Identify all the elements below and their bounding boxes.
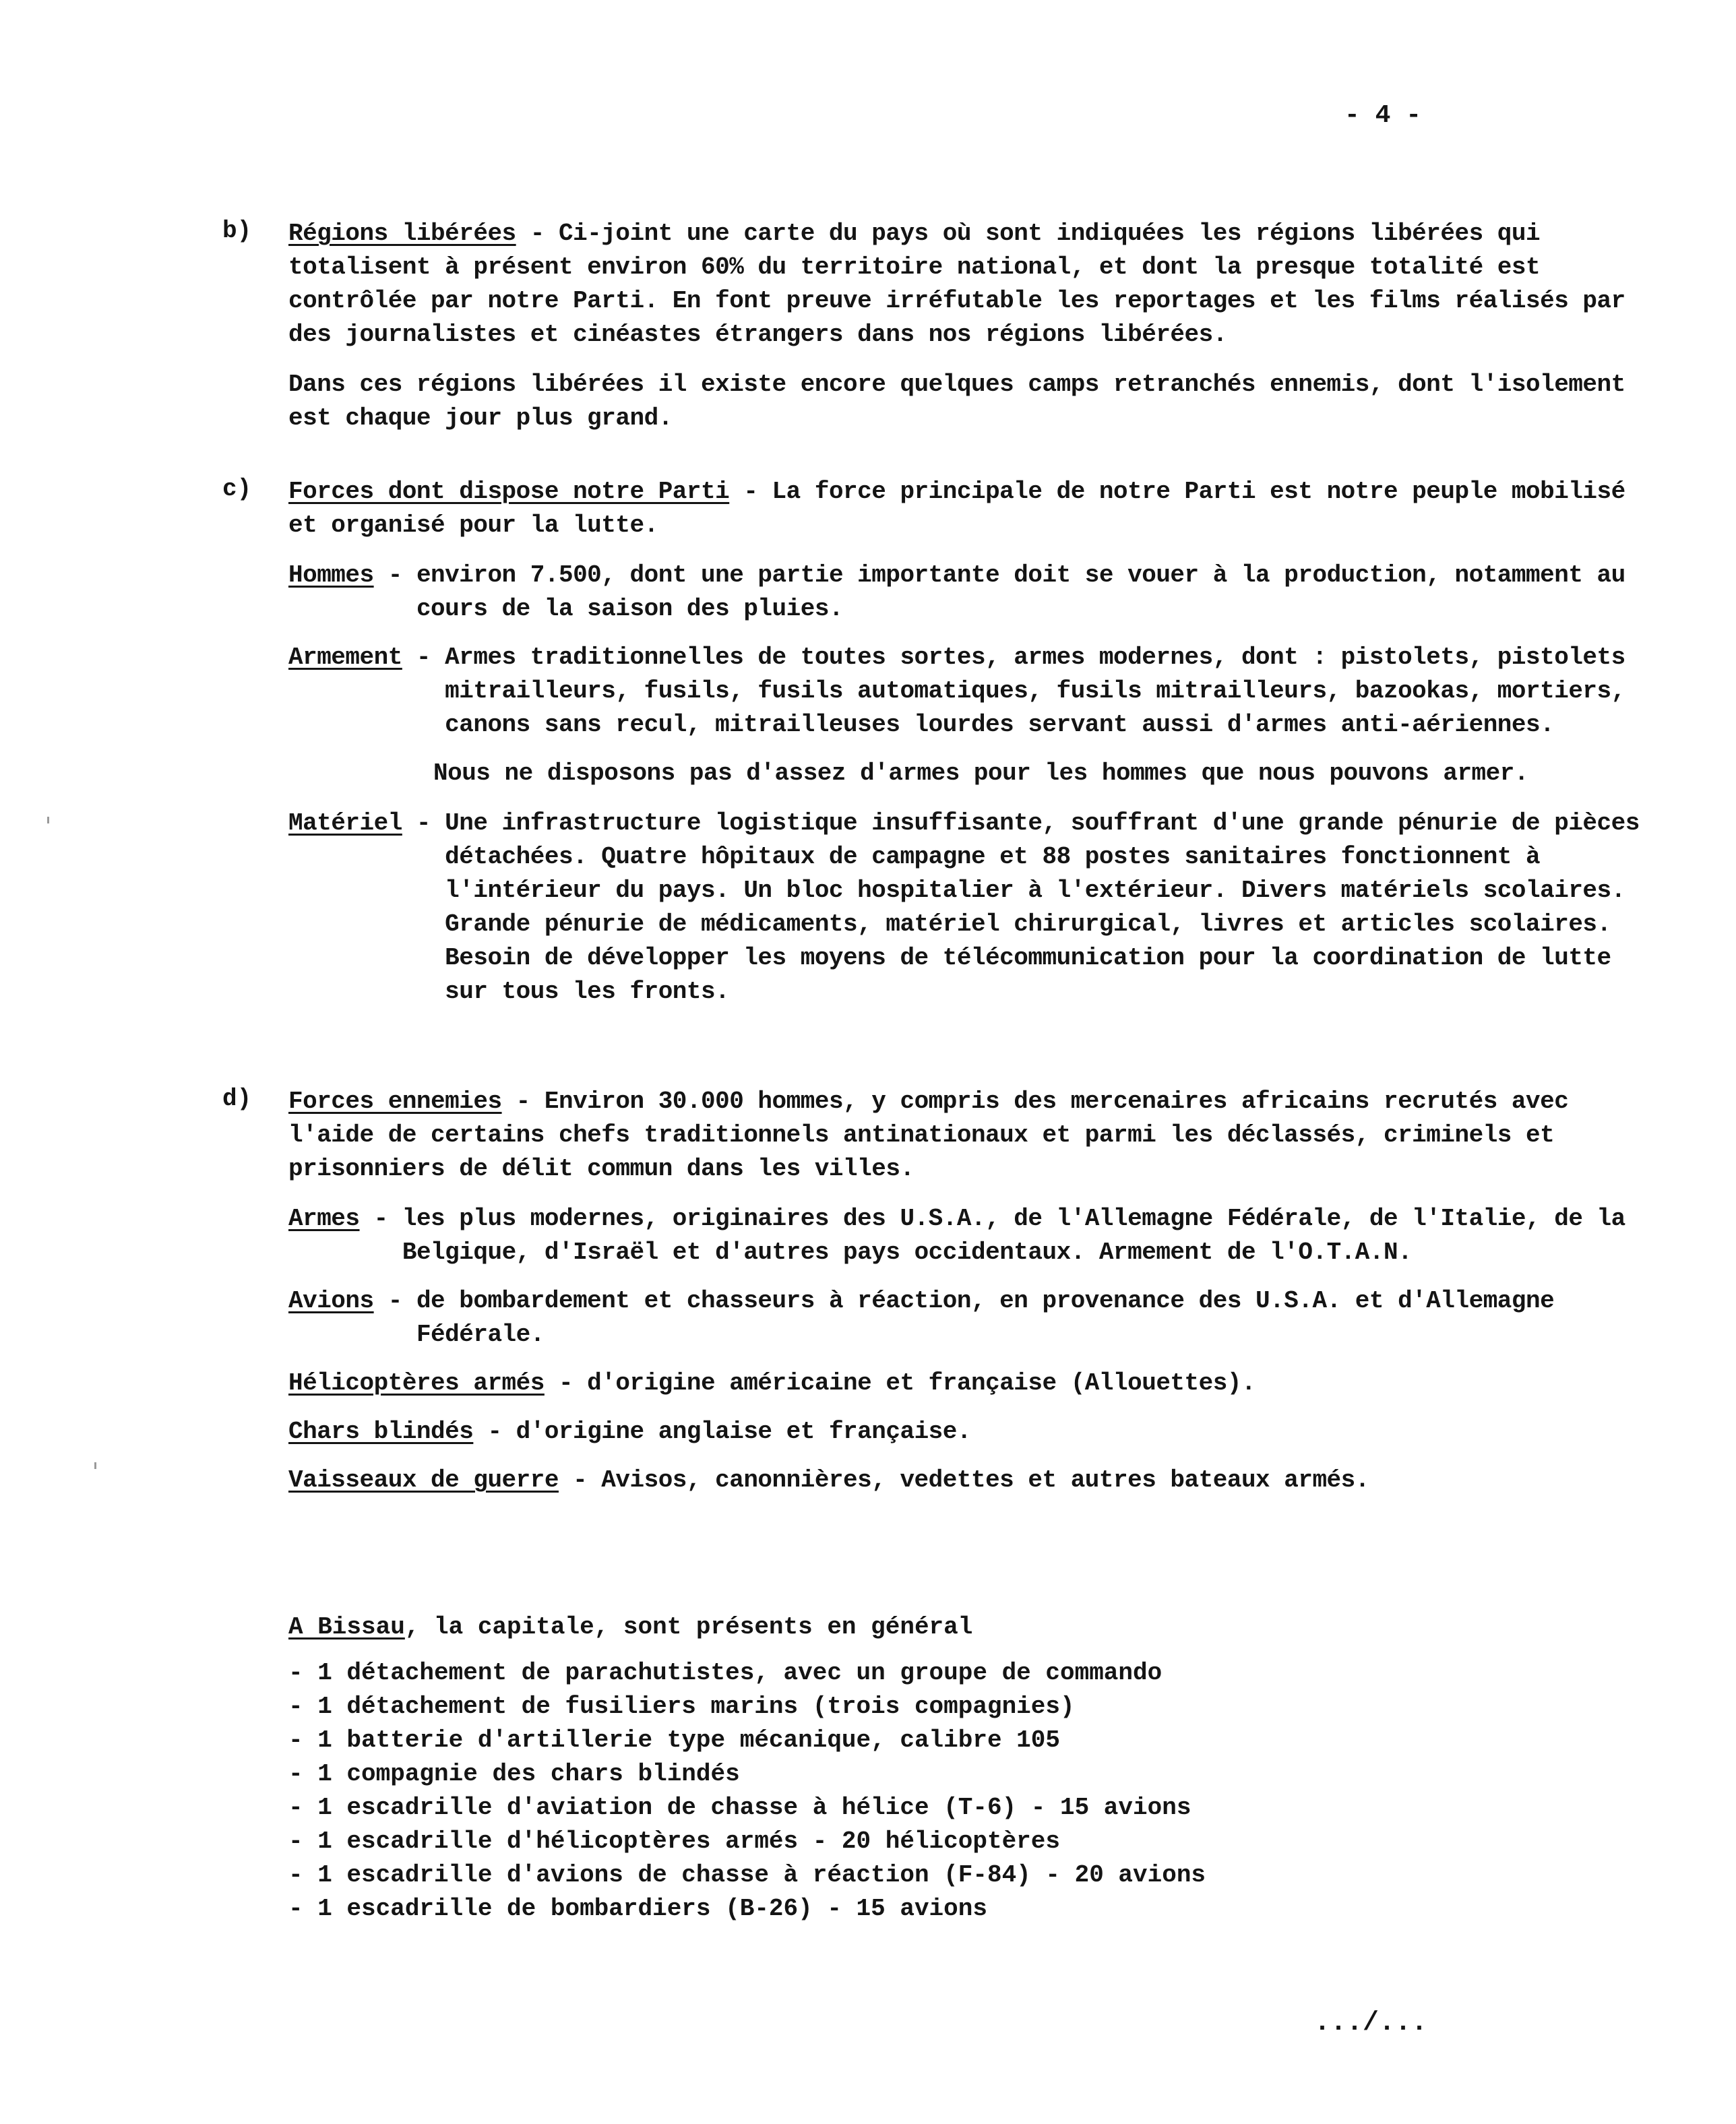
section-marker: b) [222,217,252,245]
section-b [222,217,1665,451]
term-label: Hélicoptères armés [288,1369,545,1397]
bissau-list [288,1656,1636,1926]
definition-item [288,807,1665,1009]
paragraph [288,475,1665,542]
bissau-intro [288,1611,1636,1644]
paragraph-text: - La force principale de notre Parti est notre peuple mobilisé et organisé pour la lutte. [288,478,1625,539]
list-item: - 1 batterie d'artillerie type mécanique, calibre 105 [288,1726,1060,1754]
section-heading: Régions libérées [288,220,516,247]
inline-item [288,1367,1665,1400]
term-label: Avions [288,1287,374,1315]
term-definition: de bombardement et chasseurs à réaction, en provenance des U.S.A. et d'Allemagne Fédérale. [416,1287,1555,1348]
term-label: Vaisseaux de guerre [288,1466,559,1494]
inline-item [288,1464,1665,1497]
section-heading: Forces ennemies [288,1088,502,1115]
paragraph-text: - Environ 30.000 hommes, y compris des mercenaires africains recrutés avec l'aide de certains chefs traditionnels antinationaux et parmi les déclassés, criminels et prisonniers de délit commun dans les villes. [288,1088,1569,1183]
term-dash: - [373,1287,416,1315]
term-label: Chars blindés [288,1418,474,1445]
section-heading: Forces dont dispose notre Parti [288,478,730,505]
list-item: - 1 détachement de fusiliers marins (trois compagnies) [288,1693,1075,1720]
paragraph-text: Dans ces régions libérées il existe encore quelques camps retranchés ennemis, dont l'isolement est chaque jour plus grand. [288,371,1625,432]
term-definition: - d'origine américaine et française (Allouettes). [544,1369,1256,1397]
inline-item [288,1415,1665,1449]
definition-item [288,559,1665,626]
term-definition: Armes traditionnelles de toutes sortes, armes modernes, dont : pistolets, pistolets mitrailleurs, fusils, fusils automatiques, fusils mitrailleurs, bazookas, mortiers, canons sans recul, mitrailleuses lourdes servant aussi d'armes anti-aériennes. [445,644,1625,739]
term-definition: - d'origine anglaise et française. [473,1418,971,1445]
section-body [288,475,1665,1009]
section-body [288,1085,1665,1497]
bissau-intro-text: , la capitale, sont présents en général [404,1613,973,1641]
list-item: - 1 escadrille d'aviation de chasse à hélice (T-6) - 15 avions [288,1794,1191,1821]
list-item: - 1 escadrille d'hélicoptères armés - 20 hélicoptères [288,1828,1060,1855]
list-item: - 1 compagnie des chars blindés [288,1760,740,1788]
term-dash: - [373,561,416,589]
paragraph-text: - Ci-joint une carte du pays où sont indiquées les régions libérées qui totalisent à présent environ 60% du territoire national, et dont la presque totalité est contrôlée par notre Parti. En font preuve irréfutable les reportages et les films réalisés par des journalistes et cinéastes étrangers dans nos régions libérées. [288,220,1625,348]
term-definition: - Avisos, canonnières, vedettes et autres bateaux armés. [558,1466,1369,1494]
definition-item [288,641,1665,742]
term-label: Hommes [288,561,374,589]
list-item: - 1 détachement de parachutistes, avec un groupe de commando [288,1659,1162,1687]
term-label: Matériel [288,809,402,837]
definition-item [288,1284,1665,1352]
section-body [288,217,1665,435]
armement-note: Nous ne disposons pas d'assez d'armes pour les hommes que nous pouvons armer. [433,759,1528,787]
term-label: Armement [288,644,402,671]
list-item: - 1 escadrille d'avions de chasse à réaction (F-84) - 20 avions [288,1861,1206,1889]
term-dash: - [359,1205,402,1232]
section-marker: d) [222,1085,252,1113]
scan-speck [47,817,49,823]
paragraph [288,1085,1665,1186]
paragraph [288,217,1665,352]
term-dash: - [402,644,445,671]
continuation-marker: .../... [1314,2008,1428,2038]
term-definition: Une infrastructure logistique insuffisante, souffrant d'une grande pénurie de pièces détachées. Quatre hôpitaux de campagne et 88 postes sanitaires fonctionnent à l'intérieur du pays. Un bloc hospitalier à l'extérieur. Divers matériels scolaires. Grande pénurie de médicaments, matériel chirurgical, livres et articles scolaires. Besoin de développer les moyens de télécommunication pour la coordination de lutte sur tous les fronts. [445,809,1640,1005]
term-dash: - [402,809,445,837]
list-item: - 1 escadrille de bombardiers (B-26) - 15 avions [288,1895,987,1923]
term-label: Armes [288,1205,360,1232]
section-marker: c) [222,475,252,503]
term-definition: les plus modernes, originaires des U.S.A., de l'Allemagne Fédérale, de l'Italie, de la Belgique, d'Israël et d'autres pays occidentaux. Armement de l'O.T.A.N. [402,1205,1625,1266]
term-definition: environ 7.500, dont une partie importante doit se vouer à la production, notamment au cours de la saison des pluies. [416,561,1625,623]
scan-speck [94,1462,96,1469]
page-number: - 4 - [1344,101,1422,130]
bissau-section [288,1611,1636,1926]
term-label: A Bissau [288,1613,405,1641]
section-c [222,475,1665,1024]
section-d [222,1085,1665,1512]
definition-item [288,1202,1665,1270]
